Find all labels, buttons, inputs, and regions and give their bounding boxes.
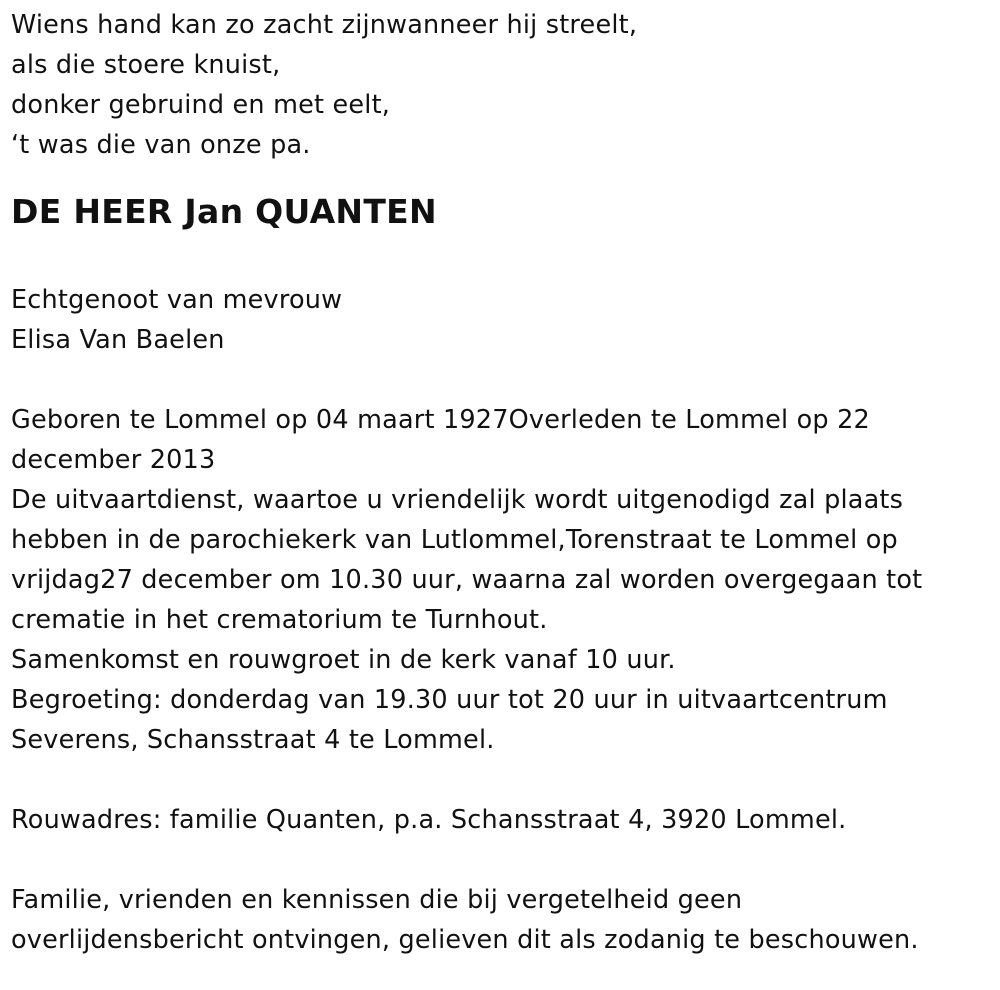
spouse-line: Echtgenoot van mevrouw [11, 285, 343, 315]
poem-line: ‘t was die van onze pa. [11, 130, 311, 160]
details-line: vrijdag27 december om 10.30 uur, waarna zal worden overgegaan tot [11, 565, 923, 595]
closing-line: Familie, vrienden en kennissen die bij vergetelheid geen [11, 885, 743, 915]
details-line: december 2013 [11, 445, 216, 475]
details-line: crematie in het crematorium te Turnhout. [11, 605, 548, 635]
details-line: Begroeting: donderdag van 19.30 uur tot 20 uur in uitvaartcentrum [11, 685, 888, 715]
spacer [11, 237, 986, 280]
closing-line: overlijdensbericht ontvingen, gelieven dit als zodanig te beschouwen. [11, 925, 919, 955]
spacer [11, 840, 986, 880]
spouse-line: Elisa Van Baelen [11, 325, 225, 355]
obituary-notice [11, 0, 986, 960]
spacer [11, 760, 986, 800]
closing-note [11, 880, 986, 960]
deceased-name-title: DE HEER Jan QUANTEN [11, 192, 437, 231]
poem-line: Wiens hand kan zo zacht zijnwanneer hij streelt, [11, 10, 638, 40]
spacer [11, 360, 986, 400]
poem-line: donker gebruind en met eelt, [11, 90, 391, 120]
spouse-section [11, 280, 986, 360]
details-line: hebben in de parochiekerk van Lutlommel,Torenstraat te Lommel op [11, 525, 898, 555]
details-line: De uitvaartdienst, waartoe u vriendelijk wordt uitgenodigd zal plaats [11, 485, 904, 515]
mourning-address: Rouwadres: familie Quanten, p.a. Schansstraat 4, 3920 Lommel. [11, 805, 847, 835]
poem [11, 5, 986, 165]
poem-line: als die stoere knuist, [11, 50, 281, 80]
funeral-details [11, 400, 986, 760]
details-line: Geboren te Lommel op 04 maart 1927Overleden te Lommel op 22 [11, 405, 870, 435]
details-line: Samenkomst en rouwgroet in de kerk vanaf 10 uur. [11, 645, 676, 675]
details-line: Severens, Schansstraat 4 te Lommel. [11, 725, 495, 755]
